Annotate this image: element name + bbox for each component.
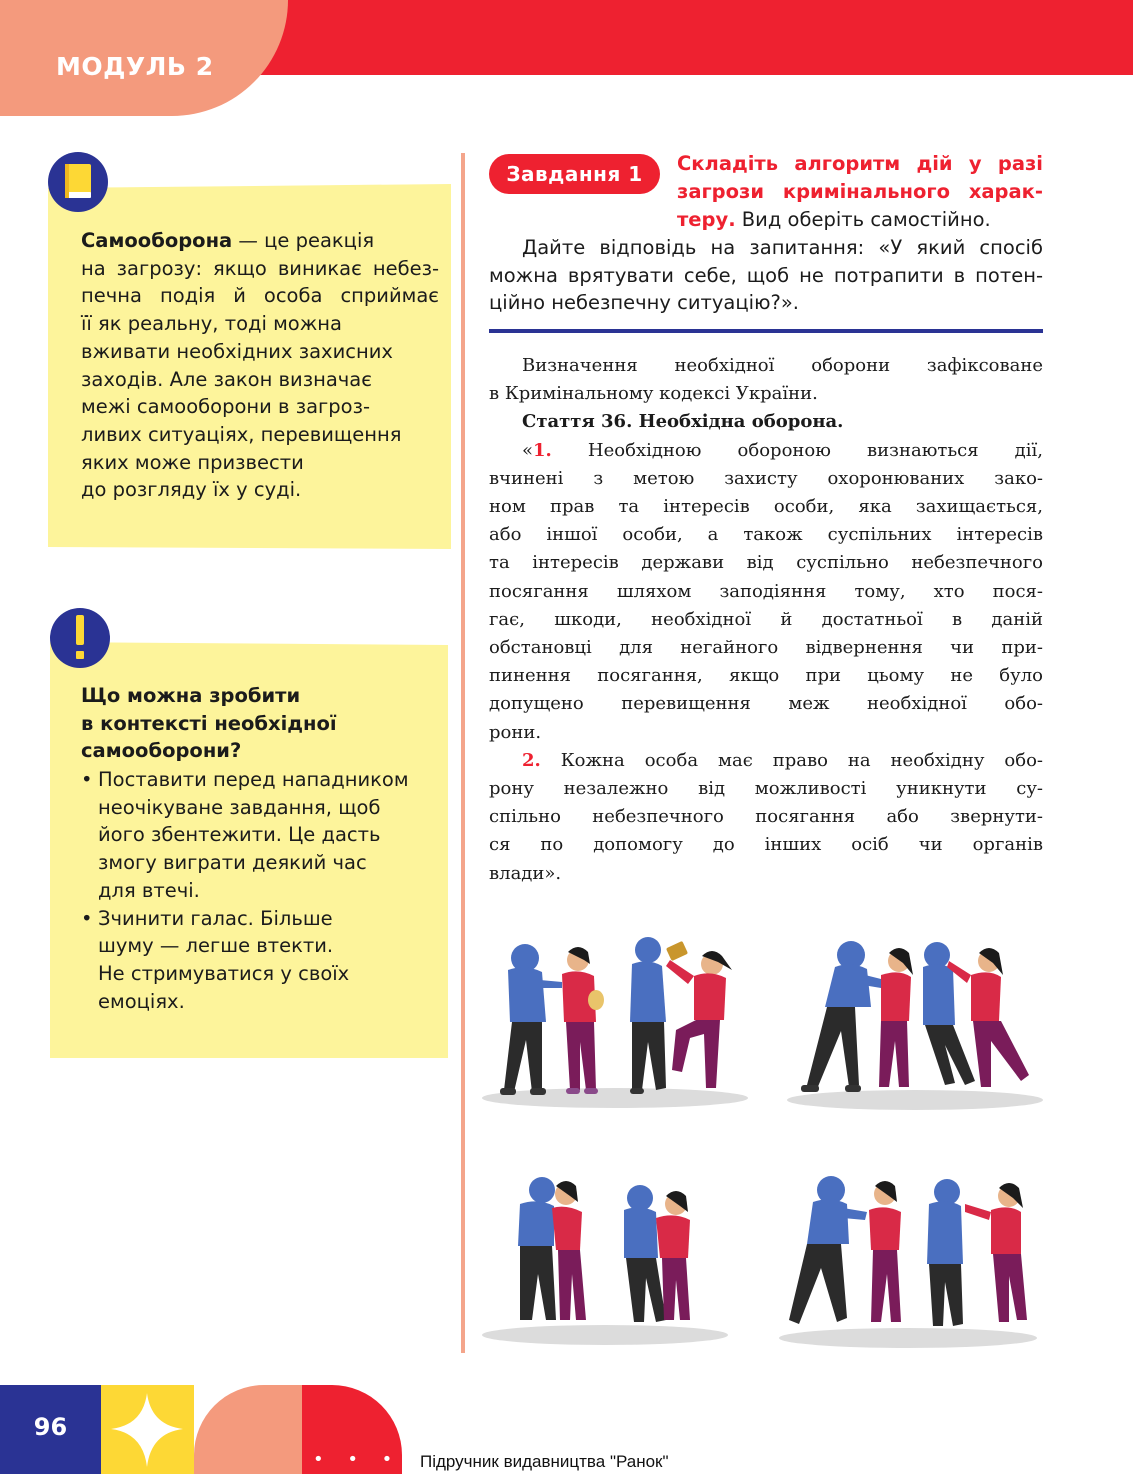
list-item-line: емоціях. [98, 989, 185, 1013]
article-text [489, 352, 1043, 888]
attacker-figure [789, 1176, 867, 1324]
task-heading [677, 150, 1043, 234]
article-line: допущено перевищення меж необхідної обо- [489, 693, 1043, 715]
column-divider [461, 153, 465, 1353]
definition-term: Самооборона [81, 229, 233, 252]
article-line: вчинені з метою захисту охоронюваних зако- [489, 467, 1043, 489]
tips-title-line: Що можна зробити [81, 684, 301, 707]
warning-badge [50, 608, 110, 668]
section-rule [489, 329, 1043, 333]
list-item-line: Не стримуватися у своїх [98, 961, 350, 985]
article-line: спільно небезпечного посягання або звернути- [489, 806, 1043, 828]
defender-figure [666, 941, 732, 1088]
list-item-line: Поставити перед нападником [98, 768, 409, 791]
bullet-icon: • [81, 768, 93, 791]
article-line: пинення посягання, якщо при цьому не було [489, 665, 1043, 687]
article-line [489, 437, 1043, 465]
article-line: обстановці для негайного відвернення чи при- [489, 637, 1043, 659]
article-line: посягання шляхом заподіяння тому, хто пося- [489, 580, 1043, 602]
task-badge: Завдання 1 [489, 154, 660, 194]
definition-line: вживати необхідних захисних [81, 339, 393, 363]
task-question [489, 234, 1043, 317]
definition-line: печна подія й особа сприймає [81, 284, 439, 308]
decorative-dots: • • • • [313, 1449, 436, 1470]
definition-line: — це реакція [232, 229, 375, 252]
tips-title-line: самооборони? [81, 739, 242, 763]
task-question-line: ційно небезпечну ситуацію?». [489, 291, 799, 315]
list-item-line: змогу виграти деякий час [98, 851, 367, 875]
module-label: МОДУЛЬ 2 [56, 52, 214, 81]
article-line: Визначення необхідної оборони зафіксоване [522, 355, 1043, 376]
list-item [81, 905, 431, 1016]
footer-block [194, 1385, 302, 1474]
book-badge [48, 152, 108, 212]
task-question-line: можна врятувати себе, щоб не потрапити в потен- [489, 263, 1043, 287]
article-line: гає, шкоди, необхідної й достатньої в даній [489, 608, 1043, 630]
tips-title-line: в контексті необхідної [81, 711, 337, 735]
article-line: ся по допомогу до інших осіб чи органів [489, 834, 1043, 856]
defender-figure [562, 947, 604, 1094]
attacker-figure [630, 937, 666, 1094]
list-item-line: неочікуване завдання, щоб [98, 795, 381, 819]
article-line: влади». [489, 862, 562, 884]
publisher-credit: Підручник видавництва "Ранок" [420, 1452, 669, 1471]
task-question-line: Дайте відповідь на запитання: «У який спосіб [522, 236, 1043, 259]
defender-figure [965, 1183, 1027, 1322]
definition-line: ливих ситуаціях, перевищення [81, 422, 402, 446]
article-heading: Стаття 36. Необхідна оборона. [522, 411, 844, 433]
quote-mark: « [522, 439, 534, 461]
article-line-text: Необхідною обороною визнаються дії, [551, 439, 1043, 461]
article-line: ном прав та інтересів особи, яка захищається, [489, 496, 1043, 518]
clause-number: 2. [522, 749, 541, 771]
attacker-figure [801, 941, 889, 1092]
article-line: або іншої особи, а також суспільних інтересів [489, 524, 1043, 546]
tips-title [81, 682, 431, 765]
footer-block [101, 1385, 194, 1474]
definition-text [81, 227, 439, 504]
article-line: в Кримінальному кодексі України. [489, 383, 818, 405]
sparkle-icon [101, 1385, 194, 1474]
definition-line: заходів. Але закон визначає [81, 367, 372, 391]
list-item-line: для втечі. [98, 878, 200, 902]
article-line-text: Кожна особа має право на необхідну обо- [540, 749, 1043, 771]
article-line [489, 747, 1043, 775]
task-heading-line: загрози кримінального харак- [677, 180, 1043, 203]
definition-line: межі самооборони в загроз- [81, 395, 370, 419]
task-heading-line: Складіть алгоритм дій у разі [677, 152, 1043, 175]
clause-number: 1. [533, 439, 552, 461]
list-item-line: шуму — легше втекти. [98, 934, 334, 958]
definition-line: яких може призвести [81, 450, 304, 474]
task-heading-line: теру. [677, 208, 736, 231]
article-line: рону незалежно від можливості уникнути су- [489, 778, 1043, 800]
self-defense-illustration-2 [785, 935, 1045, 1115]
bullet-icon: • [81, 906, 93, 930]
self-defense-illustration-4 [777, 1170, 1039, 1350]
article-line: рони. [489, 721, 542, 743]
defender-figure [869, 1181, 901, 1322]
definition-line: до розгляду їх у суді. [81, 478, 302, 502]
tips-list [81, 766, 431, 1015]
defender-figure [552, 1181, 586, 1320]
self-defense-illustration-1 [480, 930, 750, 1110]
article-line: та інтересів держави від суспільно небезпечного [489, 552, 1043, 574]
definition-line: на загрозу: якщо виникає небез- [81, 256, 439, 280]
list-item-line: Зчинити галас. Більше [98, 906, 333, 930]
list-item-line: його збентежити. Це дасть [98, 823, 381, 847]
exclamation-icon [73, 615, 87, 661]
attacker-figure [927, 1179, 963, 1326]
attacker-figure [500, 944, 562, 1095]
list-item [81, 766, 431, 905]
definition-line: її як реальну, тоді можна [81, 312, 343, 336]
page-number: 96 [33, 1413, 68, 1441]
book-icon [61, 162, 95, 202]
attacker-figure [518, 1177, 556, 1320]
self-defense-illustration-3 [480, 1170, 730, 1350]
task-heading-line: Вид оберіть самостійно. [735, 208, 991, 231]
defender-figure [879, 948, 913, 1087]
